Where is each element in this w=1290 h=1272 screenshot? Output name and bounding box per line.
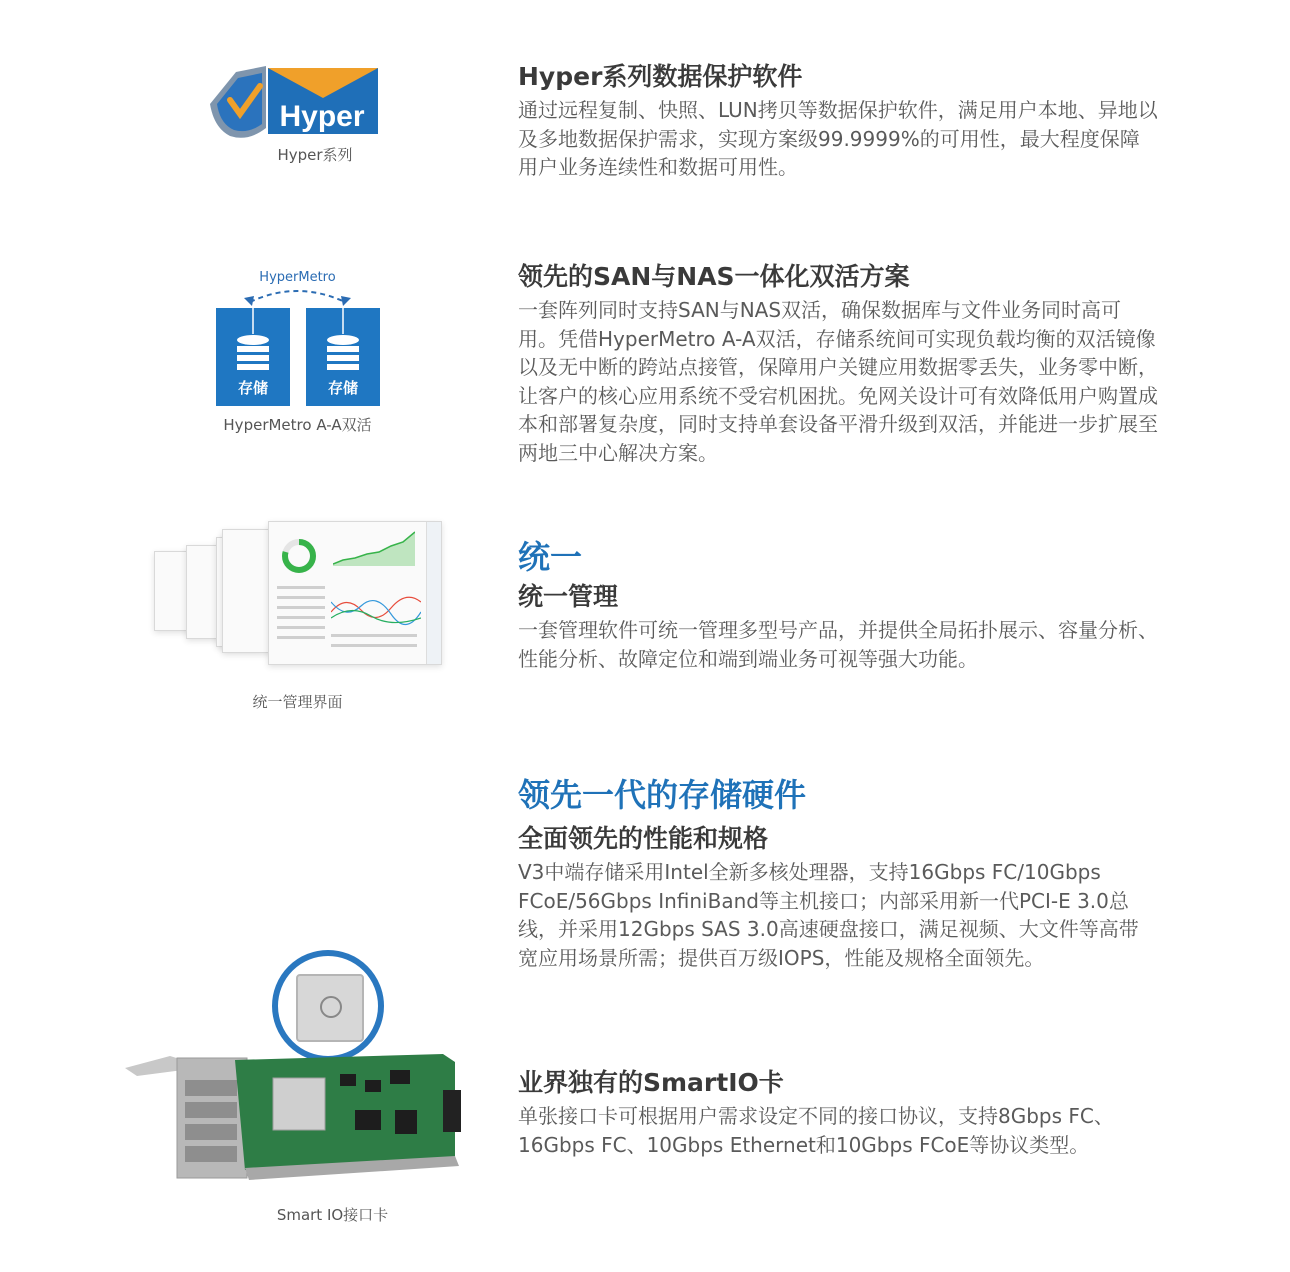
section-hyper: [518, 62, 1158, 182]
bidirectional-arrow-icon: [240, 284, 355, 308]
hyper-caption: Hyper系列: [277, 146, 353, 164]
smartio-body: 单张接口卡可根据用户需求设定不同的接口协议，支持8Gbps FC、16Gbps FC、10Gbps Ethernet和10Gbps FCoE等协议类型。: [518, 1104, 1114, 1157]
hypermetro-title: 领先的SAN与NAS一体化双活方案: [518, 262, 910, 291]
hardware-title: 全面领先的性能和规格: [518, 824, 769, 853]
smartio-caption: Smart IO接口卡: [276, 1206, 389, 1224]
hyper-logo: [208, 66, 383, 146]
hardware-body: V3中端存储采用Intel全新多核处理器，支持16Gbps FC/10Gbps FCoE/56Gbps InfiniBand等主机接口；内部采用新一代PCI-E 3.0总线，并采用12Gbps SAS 3.0高速硬盘接口，满足视频、大文件等高带宽应用场景所需；提供百万级IOPS，性能及规格全面领先。: [518, 860, 1139, 970]
storage-label-right: 存储: [327, 379, 358, 397]
section-hardware: [518, 776, 1143, 972]
smartio-title: 业界独有的SmartIO卡: [518, 1068, 784, 1097]
hypermetro-caption: HyperMetro A-A双活: [223, 416, 372, 434]
hyper-body: 通过远程复制、快照、LUN拷贝等数据保护软件，满足用户本地、异地以及多地数据保护需求，实现方案级99.9999%的可用性，最大程度保障用户业务连续性和数据可用性。: [518, 98, 1158, 179]
hardware-big-title: 领先一代的存储硬件: [518, 776, 807, 814]
hypermetro-label: HyperMetro: [259, 270, 336, 285]
smartio-card-image: [125, 950, 470, 1200]
management-body: 一套管理软件可统一管理多型号产品，并提供全局拓扑展示、容量分析、性能分析、故障定位和端到端业务可视等强大功能。: [518, 618, 1158, 671]
hyper-logo-text: Hyper: [279, 100, 365, 133]
unified-big-title: 统一: [518, 538, 583, 576]
storage-box-left: [216, 308, 290, 406]
hyper-title: Hyper系列数据保护软件: [518, 62, 803, 91]
database-icon: [216, 308, 290, 378]
section-management: [518, 538, 1158, 673]
hypermetro-body: 一套阵列同时支持SAN与NAS双活，确保数据库与文件业务同时高可用。凭借HyperMetro A-A双活，存储系统间可实现负载均衡的双活镜像以及无中断的跨站点接管，保障用户关键应用数据零丢失，业务零中断，让客户的核心应用系统不受宕机困扰。免网关设计可有效降低用户购置成本和部署复杂度，同时支持单套设备平滑升级到双活，并能进一步扩展至两地三中心解决方案。: [518, 298, 1158, 465]
trend-lines-icon: [331, 592, 421, 626]
capacity-donut-icon: [279, 536, 319, 576]
section-smartio: [518, 1068, 1158, 1159]
storage-label-left: 存储: [237, 379, 268, 397]
database-icon: [306, 308, 380, 378]
management-title: 统一管理: [518, 582, 619, 611]
section-hypermetro: [518, 262, 1158, 467]
performance-area-chart-icon: [333, 530, 415, 566]
storage-box-right: [306, 308, 380, 406]
management-ui-screens: [150, 515, 445, 685]
management-caption: 统一管理界面: [252, 693, 343, 711]
